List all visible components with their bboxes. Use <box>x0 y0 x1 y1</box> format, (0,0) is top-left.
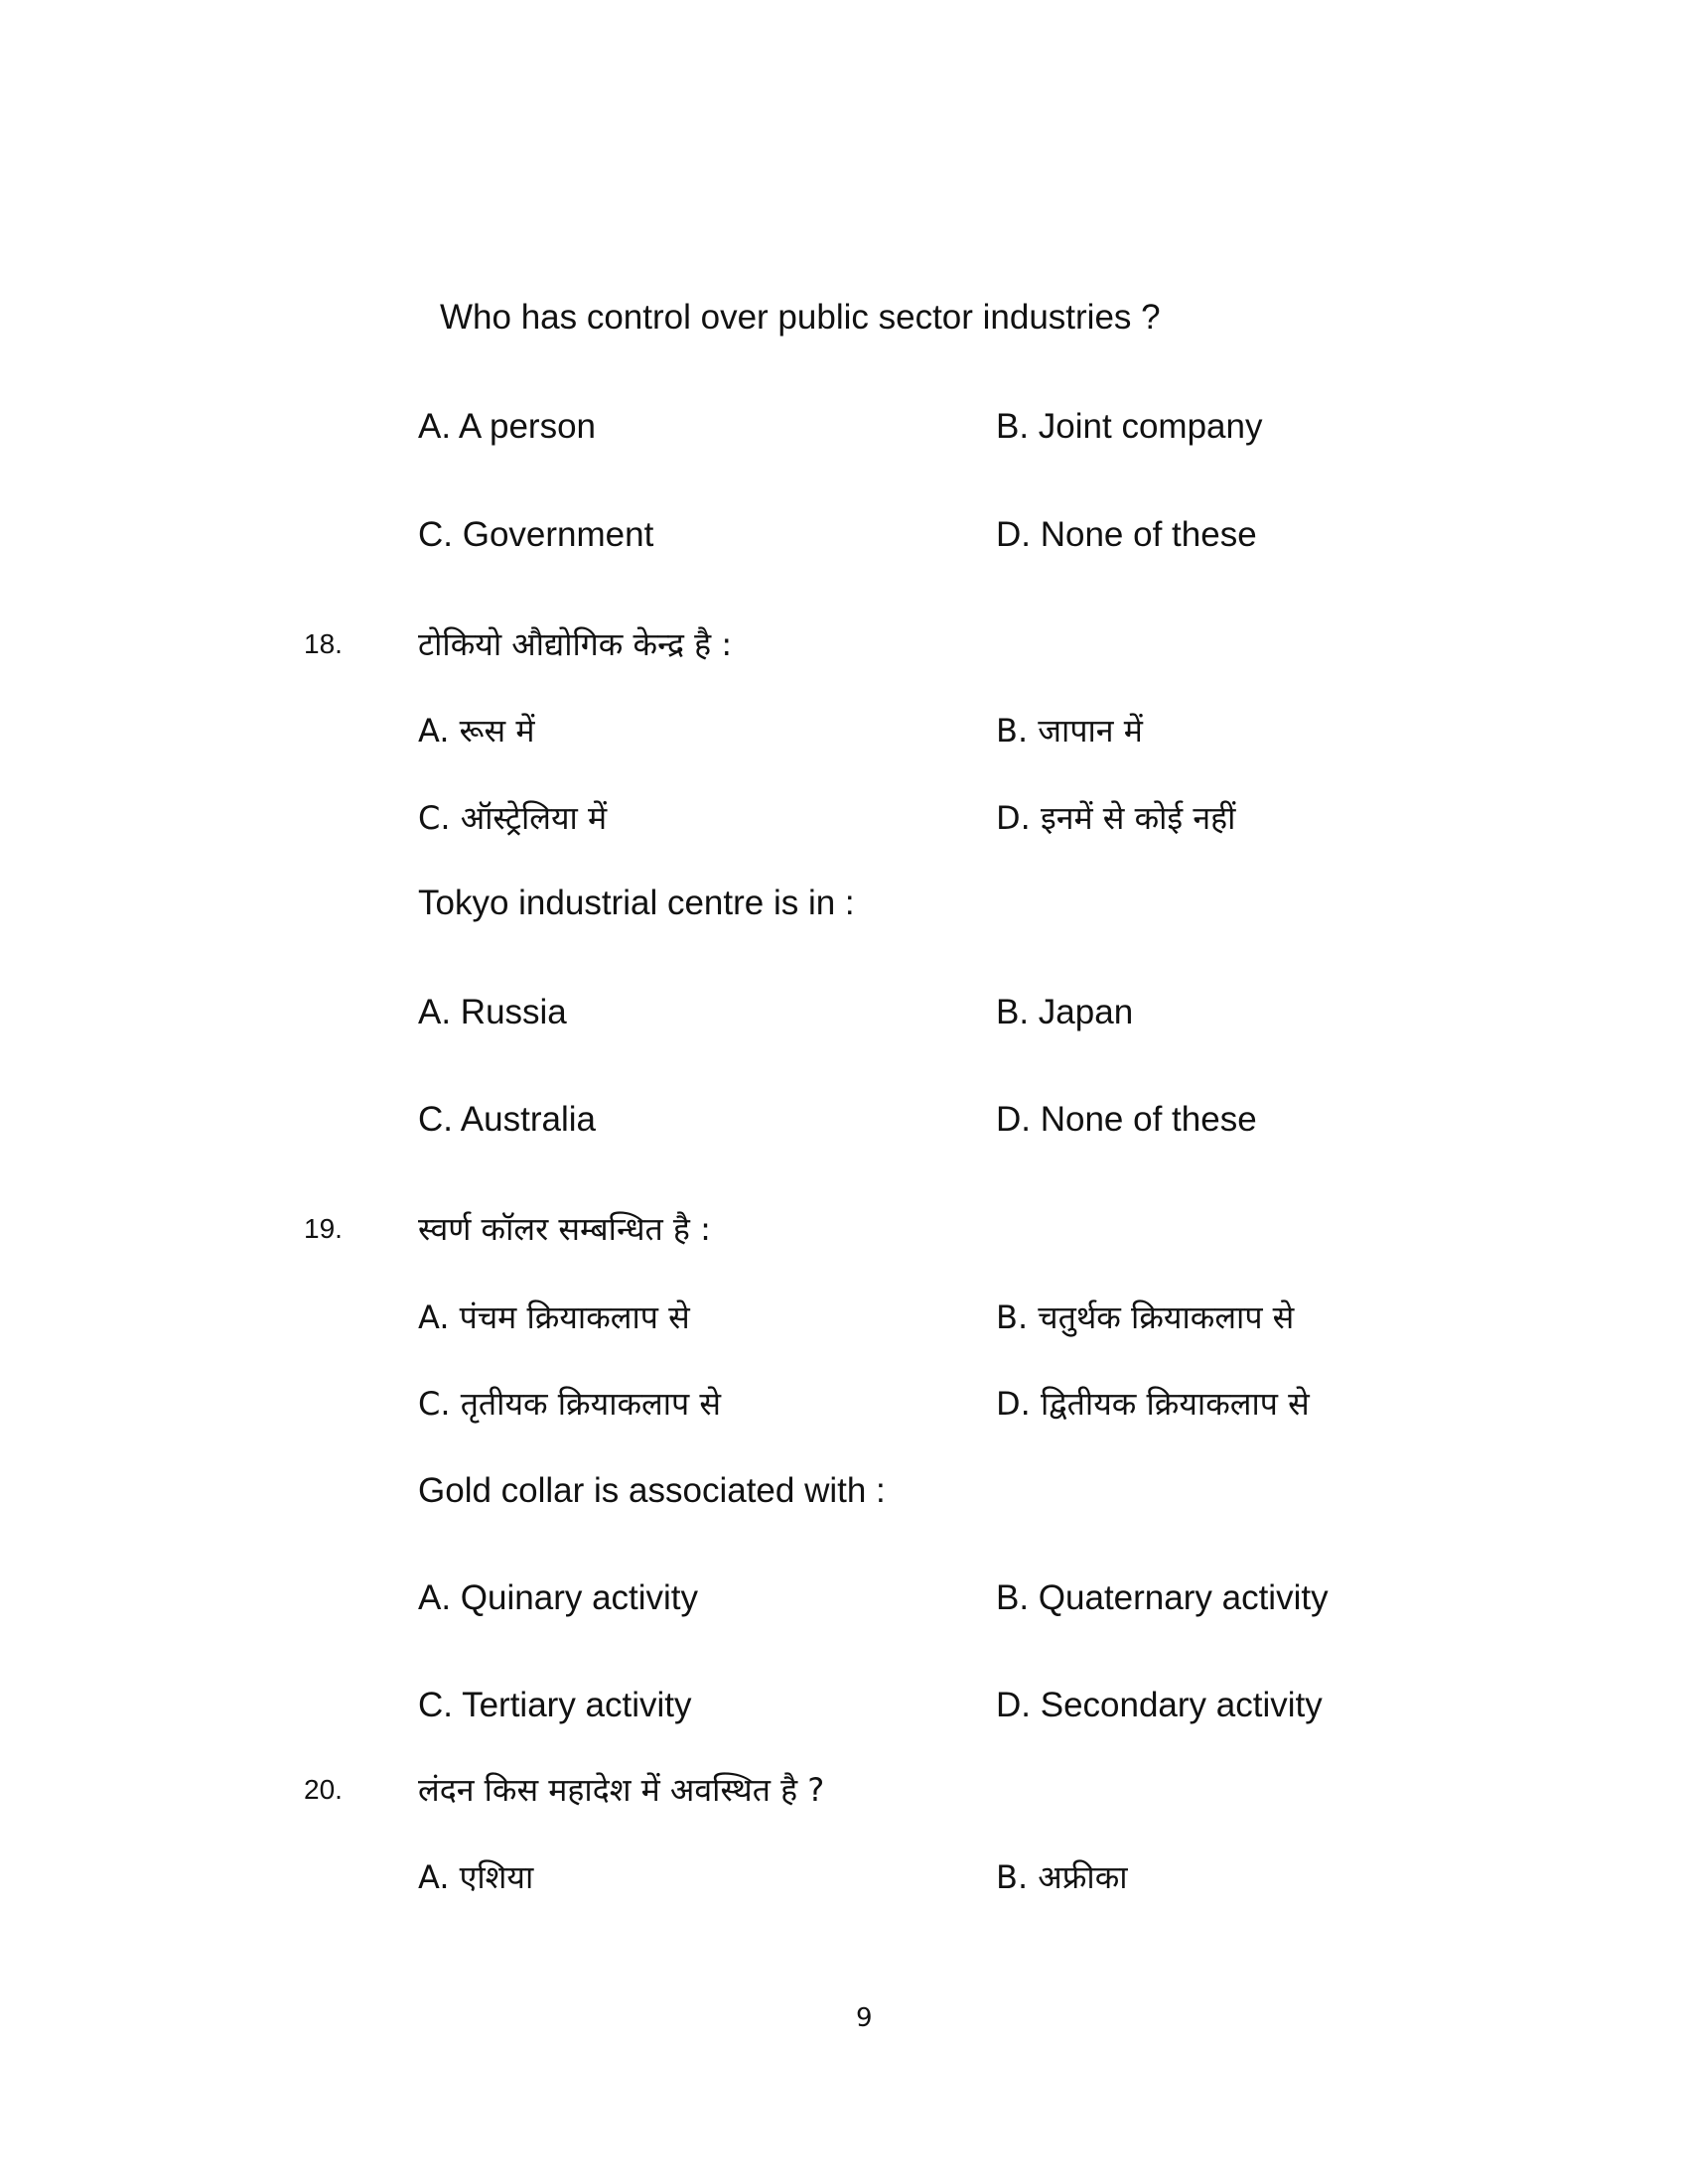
q18-option-d: D. None of these <box>996 1100 1257 1139</box>
q17-option-a: A. A person <box>418 407 597 446</box>
question-18-english: Tokyo industrial centre is in : <box>418 884 855 922</box>
q17-option-b: B. Joint company <box>996 407 1263 446</box>
q20-hindi-option-a: A. एशिया <box>418 1858 534 1896</box>
q19-hindi-option-c: C. तृतीयक क्रियाकलाप से <box>418 1385 722 1423</box>
q19-option-a: A. Quinary activity <box>418 1578 699 1617</box>
q18-hindi-option-a: A. रूस में <box>418 712 535 750</box>
q19-hindi-option-d: D. द्वितीयक क्रियाकलाप से <box>996 1385 1310 1423</box>
question-19-english: Gold collar is associated with : <box>418 1471 886 1510</box>
question-19-number: 19. <box>304 1213 343 1244</box>
q18-option-a: A. Russia <box>418 993 567 1031</box>
question-20-hindi: लंदन किस महादेश में अवस्थित है ? <box>418 1771 825 1809</box>
question-18-hindi: टोकियो औद्योगिक केन्द्र है : <box>418 625 733 663</box>
q18-option-c: C. Australia <box>418 1100 596 1139</box>
q19-option-d: D. Secondary activity <box>996 1686 1323 1724</box>
q19-hindi-option-b: B. चतुर्थक क्रियाकलाप से <box>996 1298 1295 1336</box>
q18-hindi-option-d: D. इनमें से कोई नहीं <box>996 799 1236 837</box>
question-19-hindi: स्वर्ण कॉलर सम्बन्धित है : <box>418 1210 711 1248</box>
q19-hindi-option-a: A. पंचम क्रियाकलाप से <box>418 1298 690 1336</box>
q17-option-d: D. None of these <box>996 515 1257 554</box>
q19-option-b: B. Quaternary activity <box>996 1578 1329 1617</box>
q17-option-c: C. Government <box>418 515 654 554</box>
question-20-number: 20. <box>304 1774 343 1805</box>
q18-option-b: B. Japan <box>996 993 1134 1031</box>
q19-option-c: C. Tertiary activity <box>418 1686 692 1724</box>
question-18-number: 18. <box>304 628 343 659</box>
q18-hindi-option-b: B. जापान में <box>996 712 1143 750</box>
page-number: 9 <box>856 2003 873 2033</box>
q20-hindi-option-b: B. अफ्रीका <box>996 1858 1128 1896</box>
question-17-english: Who has control over public sector industries ? <box>440 298 1161 337</box>
q18-hindi-option-c: C. ऑस्ट्रेलिया में <box>418 799 608 837</box>
